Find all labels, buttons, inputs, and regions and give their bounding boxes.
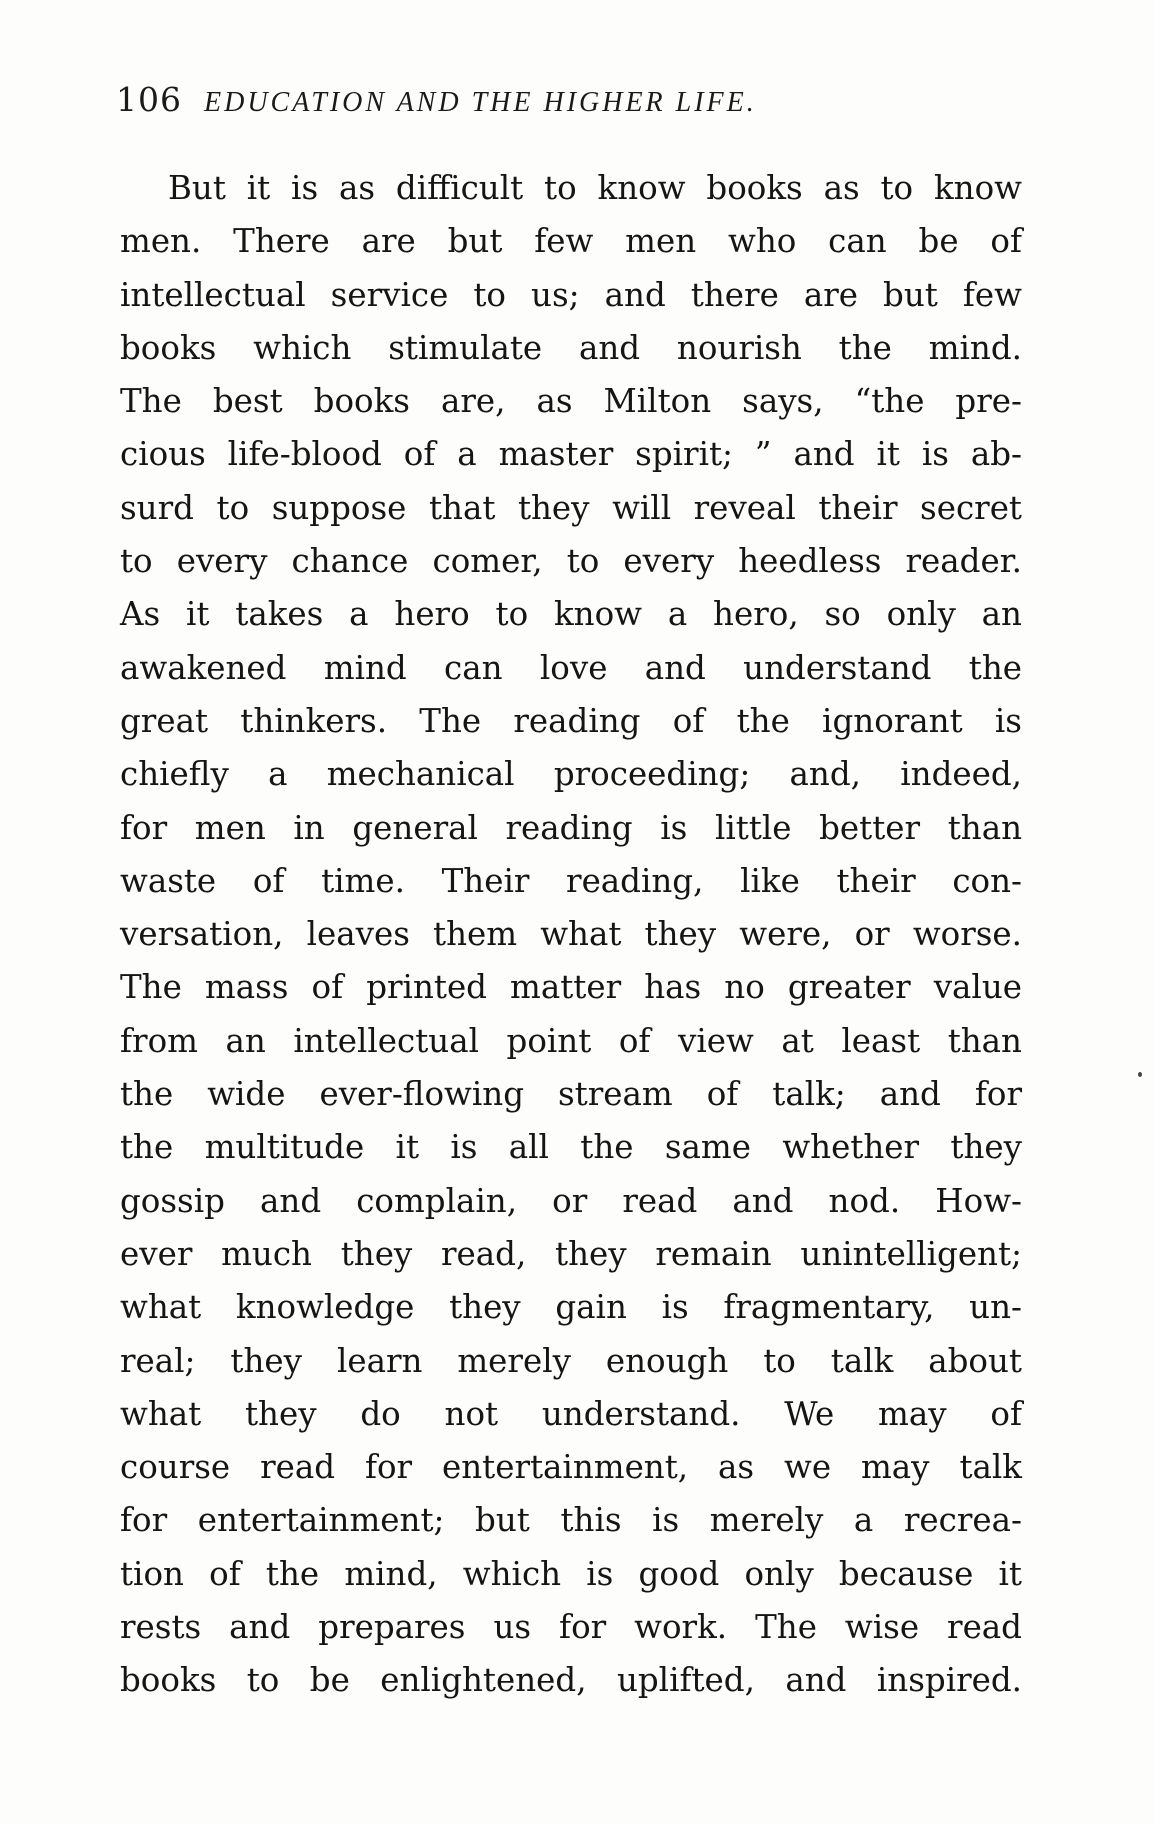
text-line: the multitude it is all the same whether they: [120, 1128, 1022, 1167]
text-line: rests and prepares us for work. The wise read: [120, 1608, 1022, 1647]
text-line: men. There are but few men who can be of: [120, 222, 1022, 261]
text-line: to every chance comer, to every heedless reader.: [120, 542, 1022, 581]
text-line: what knowledge they gain is fragmentary, un-: [120, 1288, 1022, 1327]
text-line: But it is as difficult to know books as to know: [168, 169, 1022, 207]
text-line: chiefly a mechanical proceeding; and, indeed,: [120, 755, 1022, 794]
text-line: versation, leaves them what they were, or worse.: [120, 915, 1022, 954]
text-line: course read for entertainment, as we may talk: [120, 1448, 1022, 1487]
text-line: The best books are, as Milton says, “the pre-: [120, 382, 1022, 421]
page-number: 106: [116, 80, 182, 119]
text-line: As it takes a hero to know a hero, so only an: [120, 595, 1022, 634]
text-line: awakened mind can love and understand the: [120, 648, 1022, 687]
text-line: The mass of printed matter has no greater value: [120, 968, 1022, 1007]
text-line: tion of the mind, which is good only because it: [120, 1554, 1022, 1593]
text-line: gossip and complain, or read and nod. How-: [120, 1181, 1022, 1220]
text-line: intellectual service to us; and there are but few: [120, 275, 1022, 314]
text-line: for entertainment; but this is merely a recrea-: [120, 1501, 1022, 1540]
text-line: the wide ever-flowing stream of talk; and for: [120, 1075, 1022, 1114]
text-line: what they do not understand. We may of: [120, 1394, 1022, 1433]
text-line: books which stimulate and nourish the mind.: [120, 328, 1022, 367]
text-line: great thinkers. The reading of the ignorant is: [120, 701, 1022, 740]
text-line: cious life-blood of a master spirit; ” and it is ab-: [120, 435, 1022, 474]
text-line: real; they learn merely enough to talk about: [120, 1341, 1022, 1380]
text-line: for men in general reading is little better than: [120, 808, 1022, 847]
text-line: ever much they read, they remain unintelligent;: [120, 1234, 1022, 1273]
text-line: waste of time. Their reading, like their con-: [120, 861, 1022, 900]
running-title: EDUCATION AND THE HIGHER LIFE.: [204, 87, 757, 118]
text-line: surd to suppose that they will reveal their secret: [120, 488, 1022, 527]
page-header: [116, 80, 1036, 140]
text-line: from an intellectual point of view at least than: [120, 1021, 1022, 1060]
body-paragraph: [120, 162, 1022, 1708]
text-line: books to be enlightened, uplifted, and inspired.: [120, 1661, 1022, 1700]
ink-speck: [1138, 1072, 1142, 1077]
